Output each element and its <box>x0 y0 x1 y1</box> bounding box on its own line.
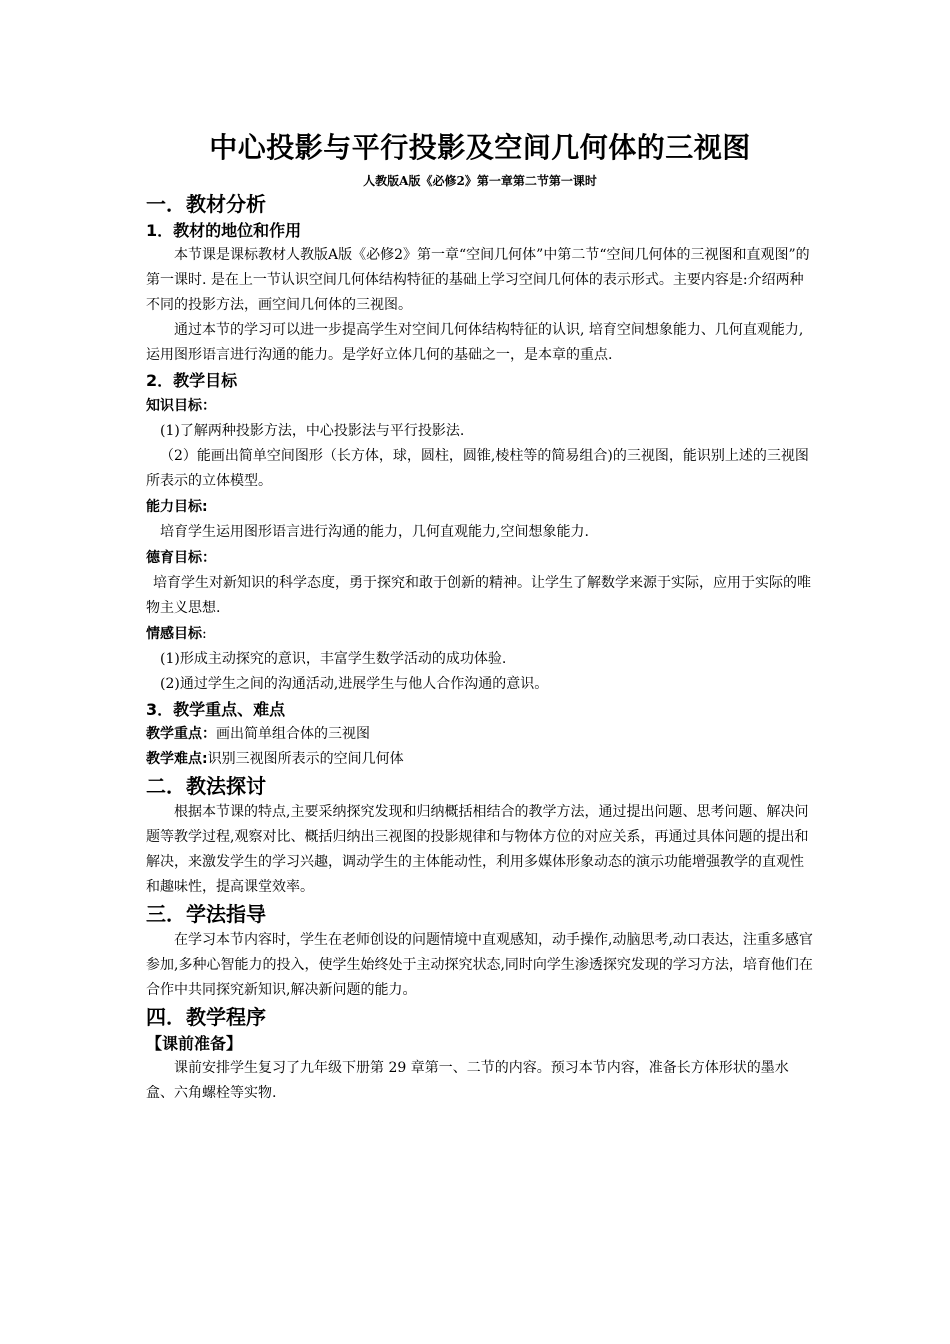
key-point-text: 画出简单组合体的三视图 <box>216 726 370 742</box>
section-heading-teaching-procedure: 四．教学程序 <box>146 1005 266 1029</box>
label-moral-objectives: 德育目标： <box>146 550 216 566</box>
difficult-point-label: 教学难点: <box>146 751 208 767</box>
section-heading-teaching-methods: 二．教法探讨 <box>146 774 266 798</box>
document-title: 中心投影与平行投影及空间几何体的三视图 <box>209 131 751 164</box>
subsection-heading-key-points: 3．教学重点、难点 <box>146 700 286 719</box>
document-content <box>146 128 814 1106</box>
subsection-heading-preparation: 【课前准备】 <box>146 1034 243 1053</box>
list-item: (1)形成主动探究的意识，丰富学生数学活动的成功体验. <box>160 651 507 667</box>
paragraph: 根据本节课的特点,主要采纳探究发现和归纳概括相结合的教学方法，通过提出问题、思考问题、解决问题等教学过程,观察对比、概括归纳出三视图的投影规律和与物体方位的对应关系，再通过具体问题的提出和解决，来激发学生的学习兴趣，调动学生的主体能动性，利用多媒体形象动态的演示功能增强教学的直观性和趣味性，提高课堂效率。 <box>146 804 809 895</box>
list-item: (2)通过学生之间的沟通活动,进展学生与他人合作沟通的意识。 <box>160 676 549 692</box>
label-emotion-colon: : <box>202 626 207 642</box>
list-item: (1)了解两种投影方法，中心投影法与平行投影法. <box>160 423 465 439</box>
label-emotion-text: 情感目标 <box>146 626 202 642</box>
list-item: （2）能画出简单空间图形（长方体，球，圆柱，圆锥,棱柱等的简易组合)的三视图，能识别上述的三视图所表示的立体模型。 <box>146 448 809 489</box>
key-point-line <box>146 722 814 747</box>
paragraph: 通过本节的学习可以进一步提高学生对空间几何体结构特征的认识, 培育空间想象能力、几何直观能力, 运用图形语言进行沟通的能力。是学好立体几何的基础之一，是本章的重点. <box>146 322 804 363</box>
section-heading-textbook-analysis: 一．教材分析 <box>146 192 266 216</box>
subsection-heading-objectives: 2．教学目标 <box>146 371 238 390</box>
difficult-point-text: 识别三视图所表示的空间几何体 <box>207 751 404 767</box>
paragraph: 培育学生对新知识的科学态度，勇于探究和敢于创新的精神。让学生了解数学来源于实际，应用于实际的唯物主义思想. <box>146 575 811 616</box>
paragraph: 培育学生运用图形语言进行沟通的能力，几何直观能力,空间想象能力. <box>160 524 589 540</box>
paragraph: 在学习本节内容时，学生在老师创设的问题情境中直观感知，动手操作,动脑思考,动口表达，注重多感官参加,多种心智能力的投入，使学生始终处于主动探究状态,同时向学生渗透探究发现的学习方法，培育他们在合作中共同探究新知识,解决新问题的能力。 <box>146 932 813 998</box>
label-ability-objectives: 能力目标: <box>146 499 208 515</box>
label-emotion-objectives <box>146 621 814 647</box>
difficult-point-line <box>146 747 814 772</box>
paragraph: 本节课是课标教材人教版A版《必修2》第一章“空间几何体”中第二节“空间几何体的三视图和直观图”的第一课时. 是在上一节认识空间几何体结构特征的基础上学习空间几何体的表示形式。主要内容是:介绍两种不同的投影方法，画空间几何体的三视图。 <box>146 247 810 313</box>
section-heading-learning-guidance: 三．学法指导 <box>146 902 266 926</box>
paragraph: 课前安排学生复习了九年级下册第 29 章第一、二节的内容。预习本节内容，准备长方体形状的墨水盒、六角螺栓等实物. <box>146 1060 789 1101</box>
label-knowledge-objectives: 知识目标： <box>146 398 216 414</box>
document-subtitle: 人教版A版《必修2》第一章第二节第一课时 <box>363 174 597 188</box>
key-point-label: 教学重点： <box>146 726 216 742</box>
subsection-heading-status: 1．教材的地位和作用 <box>146 221 302 240</box>
